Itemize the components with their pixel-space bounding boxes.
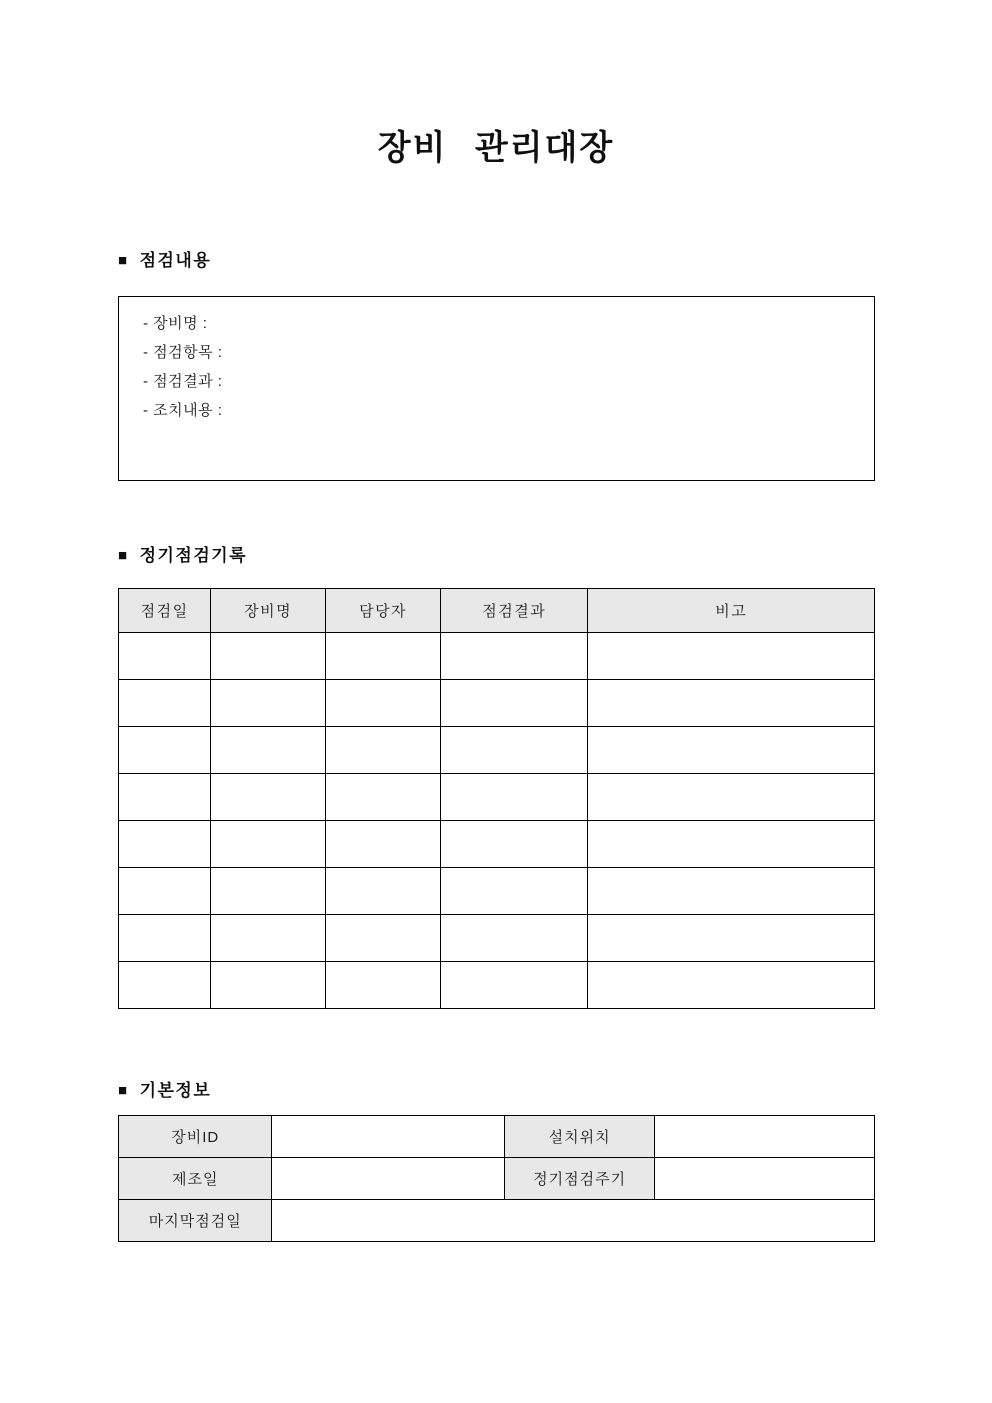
table-cell — [211, 680, 326, 727]
basic-info-table — [118, 1115, 875, 1242]
table-cell — [211, 774, 326, 821]
section-heading-inspection-content — [118, 250, 875, 272]
table-cell — [326, 727, 441, 774]
table-row — [119, 962, 875, 1009]
table-cell — [441, 774, 588, 821]
info-value-equipment-id — [272, 1116, 505, 1158]
section-marker-icon: ■ — [118, 547, 129, 564]
table-cell — [211, 915, 326, 962]
table-row — [119, 774, 875, 821]
table-row — [119, 1200, 875, 1242]
table-cell — [441, 633, 588, 680]
table-row — [119, 727, 875, 774]
info-label-equipment-id: 장비ID — [119, 1116, 272, 1158]
column-header-equipment-name: 장비명 — [211, 589, 326, 633]
table-cell — [588, 680, 875, 727]
inspection-log-table — [118, 588, 875, 1009]
inspection-log-body — [119, 633, 875, 1009]
table-cell — [588, 633, 875, 680]
table-cell — [441, 962, 588, 1009]
table-row — [119, 1158, 875, 1200]
section-heading-basic-info — [118, 1080, 875, 1102]
table-row — [119, 821, 875, 868]
table-cell — [119, 774, 211, 821]
column-header-inspection-date: 점검일 — [119, 589, 211, 633]
table-row — [119, 868, 875, 915]
table-cell — [588, 868, 875, 915]
info-label-inspection-cycle: 정기점검주기 — [505, 1158, 655, 1200]
table-cell — [326, 962, 441, 1009]
table-row — [119, 680, 875, 727]
table-row — [119, 1116, 875, 1158]
table-cell — [326, 915, 441, 962]
table-cell — [119, 915, 211, 962]
table-header-row — [119, 589, 875, 633]
field-line-action-taken: - 조치내용 : — [143, 402, 223, 419]
table-cell — [211, 727, 326, 774]
table-cell — [119, 962, 211, 1009]
section-heading-inspection-log — [118, 545, 875, 567]
table-cell — [588, 915, 875, 962]
table-cell — [326, 680, 441, 727]
section-marker-icon: ■ — [118, 252, 129, 269]
table-cell — [119, 633, 211, 680]
table-row — [119, 633, 875, 680]
table-cell — [326, 774, 441, 821]
table-cell — [211, 821, 326, 868]
info-value-manufacture-date — [272, 1158, 505, 1200]
table-cell — [588, 727, 875, 774]
section-heading-label: 정기점검기록 — [139, 546, 248, 565]
column-header-person-in-charge: 담당자 — [326, 589, 441, 633]
column-header-remarks: 비고 — [588, 589, 875, 633]
info-value-last-inspection-date — [272, 1200, 875, 1242]
table-cell — [326, 821, 441, 868]
table-cell — [119, 821, 211, 868]
table-cell — [211, 868, 326, 915]
table-cell — [326, 868, 441, 915]
section-marker-icon: ■ — [118, 1082, 129, 1099]
table-cell — [441, 915, 588, 962]
table-cell — [119, 727, 211, 774]
table-cell — [119, 868, 211, 915]
table-cell — [441, 680, 588, 727]
page-title: 장비 관리대장 — [377, 129, 615, 167]
field-line-equipment-name: - 장비명 : — [143, 315, 208, 332]
table-cell — [588, 962, 875, 1009]
page-content — [118, 250, 875, 1242]
table-cell — [441, 821, 588, 868]
table-cell — [211, 633, 326, 680]
column-header-inspection-result: 점검결과 — [441, 589, 588, 633]
info-label-install-location: 설치위치 — [505, 1116, 655, 1158]
inspection-content-box — [118, 296, 875, 481]
field-line-inspection-item: - 점검항목 : — [143, 344, 223, 361]
table-cell — [588, 821, 875, 868]
section-heading-label: 기본정보 — [139, 1081, 212, 1100]
table-row — [119, 915, 875, 962]
field-line-inspection-result: - 점검결과 : — [143, 373, 223, 390]
table-cell — [441, 727, 588, 774]
info-label-last-inspection-date: 마지막점검일 — [119, 1200, 272, 1242]
table-cell — [441, 868, 588, 915]
table-cell — [211, 962, 326, 1009]
table-cell — [326, 633, 441, 680]
info-label-manufacture-date: 제조일 — [119, 1158, 272, 1200]
section-heading-label: 점검내용 — [139, 251, 212, 270]
table-cell — [588, 774, 875, 821]
info-value-install-location — [654, 1116, 874, 1158]
table-cell — [119, 680, 211, 727]
info-value-inspection-cycle — [654, 1158, 874, 1200]
